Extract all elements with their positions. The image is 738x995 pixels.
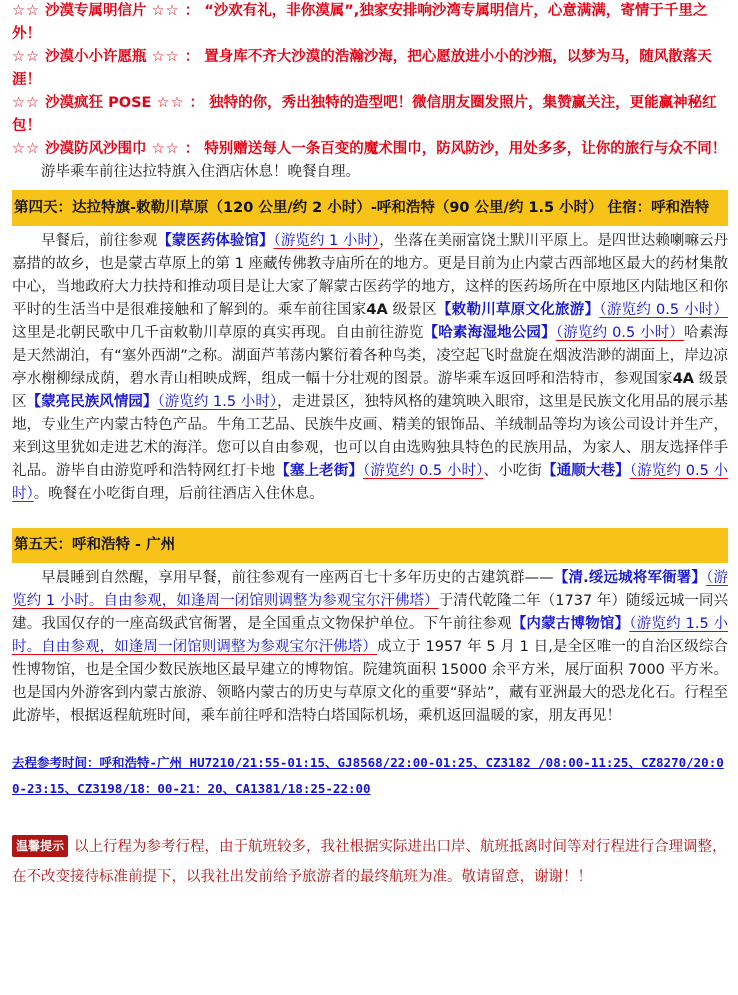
- promo-text: 置身库不齐大沙漠的浩瀚沙海，把心愿放进小小的沙瓶，以梦为马，随风散落天涯！: [12, 49, 712, 88]
- star-icon: ☆☆: [12, 3, 40, 19]
- promo-item: [12, 138, 728, 161]
- promo-item: [12, 46, 728, 92]
- promo-title: 沙漠防风沙围巾: [45, 141, 147, 157]
- star-icon: ☆☆: [151, 3, 180, 19]
- day4-text: ，坐落在美丽富饶土默川平原上。是四世达赖喇嘛云丹嘉措的故乡，也是蒙古草原上的第 1 座藏传佛教寺庙所在的地方。更是目前为止内蒙古西部地区最大的药材集散中心，当地政府大力扶持和推动项目是让大家了解蒙古医药学的地方，这样的医药场所在中原地区内陆地区和你平时的生活当中是很难接触和了解到的。乘车前往国家: [12, 233, 729, 318]
- attraction-name: 【敕勒川草原文化旅游】: [436, 302, 600, 318]
- promo-title: 沙漠专属明信片: [45, 3, 147, 19]
- promo-text: “沙欢有礼，非你漠属”,独家安排响沙湾专属明信片，心意满满，寄情于千里之外！: [12, 3, 708, 42]
- attraction-name: 【内蒙古博物馆】: [511, 616, 630, 632]
- day4-text: 。晚餐在小吃街自理，后前往酒店入住休息。: [33, 486, 324, 502]
- rating-badge: 4A: [672, 371, 695, 387]
- day4-text: ，走进景区，独特风格的建筑映入眼帘，这里是民族文化用品的展示基地，专业生产内蒙古特色产品。牛角工艺品、民族牛皮画、精美的银饰品、羊绒制品等均为该公司设计并生产，来到这里犹如走进艺术的海洋。您可以自由参观，也可以自由选购独具特色的民族用品，为家人、朋友选择伴手礼品。游毕自由游览呼和浩特网红打卡地: [12, 394, 729, 479]
- rating-badge: 4A: [366, 302, 388, 318]
- star-icon: ☆☆: [12, 141, 40, 157]
- duration-note: （游览约 0.5 小时）: [599, 302, 729, 318]
- promo-list: [12, 0, 728, 161]
- star-icon: ☆☆: [151, 141, 180, 157]
- attraction-name: 【蒙亮民族风情园】: [26, 394, 158, 410]
- day5-header: 第五天：呼和浩特 - 广州: [12, 528, 728, 563]
- promo-item: [12, 0, 728, 46]
- duration-note: （游览约 1 小时。自由参观，如逢周一闭馆则调整为参观宝尔汗佛塔）: [12, 570, 729, 609]
- promo-title: 沙漠小小许愿瓶: [45, 49, 147, 65]
- promo-colon: ：: [189, 95, 205, 111]
- attraction-name: 【通顺大巷】: [541, 463, 630, 479]
- attraction-name: 【哈素海湿地公园】: [423, 325, 556, 341]
- promo-colon: ：: [184, 49, 200, 65]
- star-icon: ☆☆: [12, 95, 40, 111]
- promo-text: 特别赠送每人一条百变的魔术围巾，防风防沙，用处多多，让你的旅行与众不同！: [204, 141, 727, 157]
- day4-text: 级景区: [387, 302, 437, 318]
- notice-badge: 温馨提示: [12, 835, 68, 857]
- day4-description: [12, 230, 728, 506]
- duration-note: （游览约 0.5 小时）: [555, 325, 685, 341]
- day3-closing-text: 游毕乘车前往达拉特旗入住酒店休息！晚餐自理。: [41, 164, 360, 180]
- promo-text: 独特的你，秀出独特的造型吧！微信朋友圈发照片，集赞赢关注，更能赢神秘红包！: [12, 95, 717, 134]
- attraction-name: 【蒙医药体验馆】: [157, 233, 274, 249]
- star-icon: ☆☆: [151, 49, 180, 65]
- duration-note: （游览约 0.5 小时）: [12, 463, 729, 502]
- day4-text: 这里是北朝民歌中几千亩敕勒川草原的真实再现。自由前往游览: [12, 325, 424, 341]
- promo-colon: ：: [184, 141, 200, 157]
- notice-text: 以上行程为参考行程，由于航班较多，我社根据实际进出口岸、航班抵离时间等对行程进行合理调整，在不改变接待标准前提下，以我社出发前给予旅游者的最终航班为准。敬请留意，谢谢！！: [12, 839, 727, 885]
- duration-note: （游览约 0.5 小时）: [363, 463, 484, 479]
- day4-text: 早餐后，前往参观: [41, 233, 158, 249]
- duration-note: （游览约 1.5 小时。自由参观，如逢周一闭馆则调整为参观宝尔汗佛塔）: [12, 616, 729, 655]
- day4-text: 级景区: [12, 371, 729, 410]
- attraction-name: 【清.绥远城将军衙署】: [553, 570, 707, 586]
- day5-text: 成立于 1957 年 5 月 1 日,是全区唯一的自治区级综合性博物馆，也是全国少数民族地区最早建立的博物馆。院建筑面积 15000 余平方米，展厅面积 7000 平方米。也是国内外游客到内蒙古旅游、领略内蒙古的历史与草原文化的重要“驿站”，藏有亚洲最大的恐龙化石。行程至此游毕，根据返程航班时间，乘车前往呼和浩特白塔国际机场，乘机返回温暖的家，朋友再见！: [12, 639, 729, 724]
- promo-item: [12, 92, 728, 138]
- star-icon: ☆☆: [156, 95, 185, 111]
- duration-note: （游览约 1 小时）: [273, 233, 380, 249]
- flight-reference: 去程参考时间：呼和浩特-广州 HU7210/21:55-01:15、GJ8568/22:00-01:25、CZ3182 /08:00-11:25、CZ8270/20:00-23:15、CZ3198/18：00-21：20、CA1381/18:25-22:00: [12, 755, 724, 796]
- promo-title: 沙漠疯狂 POSE: [45, 95, 152, 111]
- duration-note: （游览约 1.5 小时）: [157, 394, 278, 410]
- day4-header: 第四天：达拉特旗-敕勒川草原（120 公里/约 2 小时）-呼和浩特（90 公里/约 1.5 小时） 住宿：呼和浩特: [12, 190, 728, 226]
- day4-text: 哈素海是天然湖泊，有“塞外西湖”之称。湖面芦苇荡内繁衍着各种鸟类，凌空起飞时盘旋在烟波浩渺的湖面上，岸边凉亭水榭柳绿成荫，碧水青山相映成辉，组成一幅十分壮观的图景。游毕乘车返回呼和浩特市，参观国家: [12, 325, 729, 387]
- attraction-name: 【塞上老街】: [275, 463, 364, 479]
- day4-text: 、小吃街: [483, 463, 542, 479]
- promo-colon: ：: [184, 3, 200, 19]
- section-spacer: [12, 506, 728, 522]
- day5-text: 早晨睡到自然醒，享用早餐，前往参观有一座两百七十多年历史的古建筑群——: [41, 570, 554, 586]
- warm-notice: [12, 832, 728, 892]
- day5-description: [12, 567, 728, 728]
- day5-text: 于清代乾隆二年（1737 年）随绥远城一同兴建。我国仅存的一座高级武官衙署，是全国重点文物保护单位。下午前往参观: [12, 593, 728, 632]
- star-icon: ☆☆: [12, 49, 40, 65]
